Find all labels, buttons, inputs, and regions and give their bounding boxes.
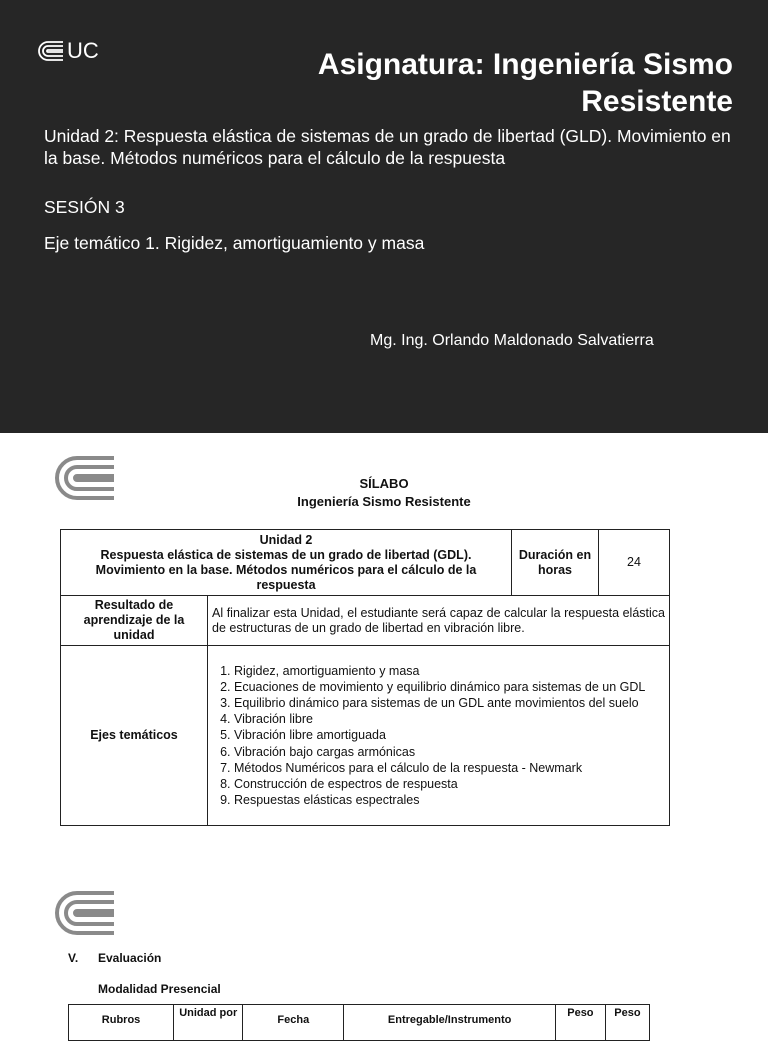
list-item: 5. Vibración libre amortiguada — [234, 727, 665, 743]
page-title: Asignatura: Ingeniería Sismo Resistente — [317, 48, 733, 118]
section-number: V. — [68, 951, 79, 965]
section-heading — [68, 951, 161, 965]
course-name: Ingeniería Sismo Resistente — [297, 494, 471, 509]
duracion-value: 24 — [599, 530, 670, 596]
resultado-text: Al finalizar esta Unidad, el estudiante será capaz de calcular la respuesta elástica de estructuras de un grado de libertad en vibración libre. — [208, 596, 670, 646]
table-header: Entregable/Instrumento — [344, 1005, 556, 1041]
table-header: Peso — [555, 1005, 605, 1041]
unidad-cell — [61, 530, 512, 596]
ejes-list — [212, 663, 665, 809]
list-item: 9. Respuestas elásticas espectrales — [234, 792, 665, 808]
resultado-label: Resultado de aprendizaje de la unidad — [61, 596, 208, 646]
modalidad-label: Modalidad Presencial — [98, 982, 221, 996]
uc-logo-lines-icon — [38, 40, 64, 62]
table-header: Rubros — [69, 1005, 174, 1041]
list-item: 8. Construcción de espectros de respuesta — [234, 776, 665, 792]
list-item: 1. Rigidez, amortiguamiento y masa — [234, 663, 665, 679]
ejes-cell — [208, 646, 670, 826]
section-title: Evaluación — [98, 951, 162, 965]
session-label: SESIÓN 3 — [44, 197, 125, 217]
table-header: Unidad por — [174, 1005, 243, 1041]
table-header: Peso — [605, 1005, 649, 1041]
list-item: 7. Métodos Numéricos para el cálculo de la respuesta - Newmark — [234, 760, 665, 776]
list-item: 2. Ecuaciones de movimiento y equilibrio dinámico para sistemas de un GDL — [234, 679, 665, 695]
syllabus-title: SÍLABO — [359, 476, 409, 491]
list-item: 3. Equilibrio dinámico para sistemas de un GDL ante movimientos del suelo — [234, 695, 665, 711]
uc-logo — [38, 40, 99, 62]
unidad-description: Unidad 2: Respuesta elástica de sistemas de un grado de libertad (GLD). Movimiento en la base. Métodos numéricos para el cálculo de la respuesta — [44, 126, 731, 168]
evaluation-slide — [0, 860, 768, 1024]
list-item: 6. Vibración bajo cargas armónicas — [234, 744, 665, 760]
ejes-label: Ejes temáticos — [61, 646, 208, 826]
unidad-header: Unidad 2 — [259, 532, 313, 547]
evaluation-table — [68, 1004, 650, 1041]
list-item: 4. Vibración libre — [234, 711, 665, 727]
unidad-desc: Respuesta elástica de sistemas de un grado de libertad (GDL). Movimiento en la base. Métodos numéricos para el cálculo de la respuesta — [95, 547, 477, 592]
table-header: Fecha — [243, 1005, 344, 1041]
thematic-axis: Eje temático 1. Rigidez, amortiguamiento y masa — [44, 233, 425, 253]
uc-logo-text: UC — [67, 38, 99, 63]
uc-logo-icon — [52, 890, 114, 936]
syllabus-slide — [0, 433, 768, 860]
duracion-label: Duración en horas — [512, 530, 599, 596]
author-name: Mg. Ing. Orlando Maldonado Salvatierra — [370, 332, 654, 349]
syllabus-table — [60, 529, 670, 826]
title-slide — [0, 0, 768, 433]
